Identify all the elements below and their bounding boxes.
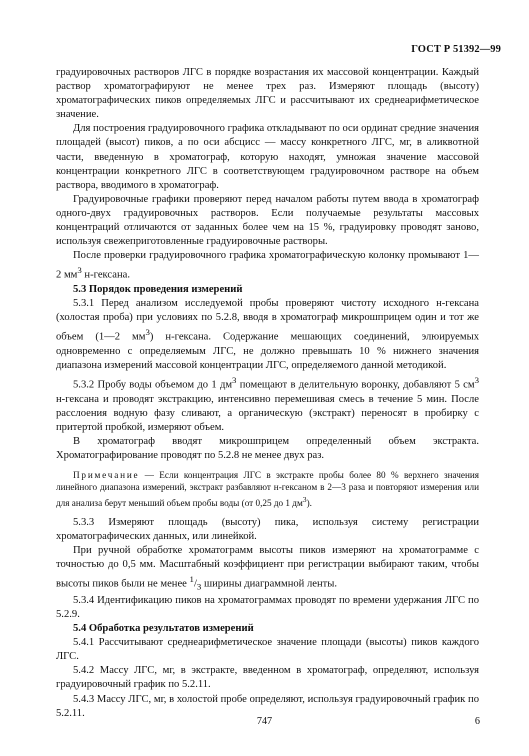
superscript: 3 [302, 494, 307, 504]
text-segment: ) н-гексана. Содержание мешающих соединений, элюируемых одновременно с определяемым ЛГС, не должно превышать 10 % нижнего значения диапазона измерений массовой концентрации ЛГС, определяемого данной методикой. [56, 331, 479, 371]
sheet-number: 6 [474, 716, 480, 727]
text-segment: 5.3.1 Перед анализом исследуемой пробы проверяют чистоту исходного н-гексана (холостая проба) при условиях по 5.2.8, вводя в хроматограф микрошприцем один и тот же объем (1—2 мм [56, 298, 479, 343]
page-number: 747 [256, 716, 273, 727]
document-body [56, 66, 479, 721]
text-segment: 5.3.2 Пробу воды объемом до 1 дм [73, 379, 233, 391]
section-heading-5-3: 5.3 Порядок проведения измерений [73, 283, 243, 295]
superscript: 3 [145, 327, 150, 338]
text-segment: При ручной обработке хроматограмм высоты пиков измеряют на хроматограмме с точностью до 0,5 мм. Масштабный коэффициент при регистрации выбирают таким, чтобы высоты пиков были не менее [56, 544, 479, 590]
paragraph-5-3-1 [56, 297, 479, 373]
paragraph-5-3-2 [56, 373, 479, 435]
fraction-denominator: 3 [196, 581, 202, 592]
paragraph-calibration-solutions: градуировочных растворов ЛГС в порядке возрастания их массовой концентрации. Каждый раствор хроматографируют не менее трех раз. Измеряют площадь (высоту) хроматографических пиков определяемых ЛГС и рассчитывают их среднеарифметическое значение. [56, 67, 479, 121]
text-segment: ширины диаграммной ленты. [201, 578, 338, 590]
paragraph-5-4-2: 5.4.2 Массу ЛГС, мг, в экстракте, введенном в хроматограф, определяют, используя градуировочный график по 5.2.11. [56, 665, 479, 691]
paragraph-calibration-graph: Для построения градуировочного графика откладывают по оси ординат средние значения площадей (высот) пиков, а по оси абсцисс — массу конкретного ЛГС, мг, в аликвотной части, введенную в хроматограф, которую находят, умножая значение массовой концентрации конкретного ЛГС в соответствующем градуировочном растворе на объем раствора, вводимого в хроматограф. [56, 123, 479, 191]
section-heading-5-4: 5.4 Обработка результатов измерений [73, 623, 254, 635]
text-segment: помещают в делительную воронку, добавляют 5 см [236, 379, 475, 391]
paragraph-5-3-3: 5.3.3 Измеряют площадь (высоту) пика, используя систему регистрации хроматографических данных, или линейкой. [56, 516, 479, 542]
paragraph-5-3-4: 5.3.4 Идентификацию пиков на хроматограммах проводят по времени удержания ЛГС по 5.2.9. [56, 594, 479, 620]
text-segment: ). [306, 497, 312, 508]
document-header: ГОСТ Р 51392—99 [411, 44, 501, 55]
paragraph-5-3-2-continued: В хроматограф вводят микрошприцем определенный объем экстракта. Хроматографирование проводят по 5.2.8 не менее двух раз. [56, 435, 479, 462]
paragraph-5-4-1: 5.4.1 Рассчитывают среднеарифметическое значение площади (высоты) пиков каждого ЛГС. [56, 637, 479, 663]
superscript: 3 [474, 375, 479, 386]
note-label: Примечание [73, 470, 140, 481]
superscript: 3 [232, 375, 237, 386]
note [56, 469, 479, 509]
paragraph-5-3-3-manual: При ручной обработке хроматограмм высоты пиков измеряют на хроматограмме с точностью до 0,5 мм. Масштабный коэффициент при регистрации выбирают таким, чтобы высоты пиков были не менее $^1/_3$ ширины диаграммной ленты. [56, 544, 479, 592]
paragraph-graph-check: Градуировочные графики проверяют перед началом работы путем ввода в хроматограф одного-двух градуировочных растворов. Если получаемые результаты массовых концентраций отличаются от заданных более чем на 15 %, градуировку проводят заново, используя свежеприготовленные градуировочные растворы. [56, 193, 479, 248]
paragraph-5-4-3: 5.4.3 Массу ЛГС, мг, в холостой пробе определяют, используя градуировочный график по 5.2.11. [56, 693, 479, 719]
superscript: 3 [77, 265, 82, 276]
fraction-numerator: 1 [189, 574, 194, 585]
text-segment: н-гексана и проводят экстракцию, интенсивно перемешивая смесь в течение 5 мин. После расслоения водную фазу сливают, а органическую (экстракт) переносят в пробирку с притертой пробкой, измеряют объем. [56, 393, 479, 433]
text-segment: — Если концентрация ЛГС в экстракте пробы более 80 % верхнего значения линейного диапазона измерений, экстракт разбавляют н-гексаном в 2—3 раза и повторяют измерения или для анализа берут меньший объем пробы воды (от 0,25 до 1 дм [56, 470, 479, 508]
text-segment: После проверки градуировочного графика хроматографическую колонку промывают 1—2 мм [56, 250, 479, 281]
text-segment: н-гексана. [81, 269, 130, 281]
paragraph-column-rinse [56, 249, 479, 283]
